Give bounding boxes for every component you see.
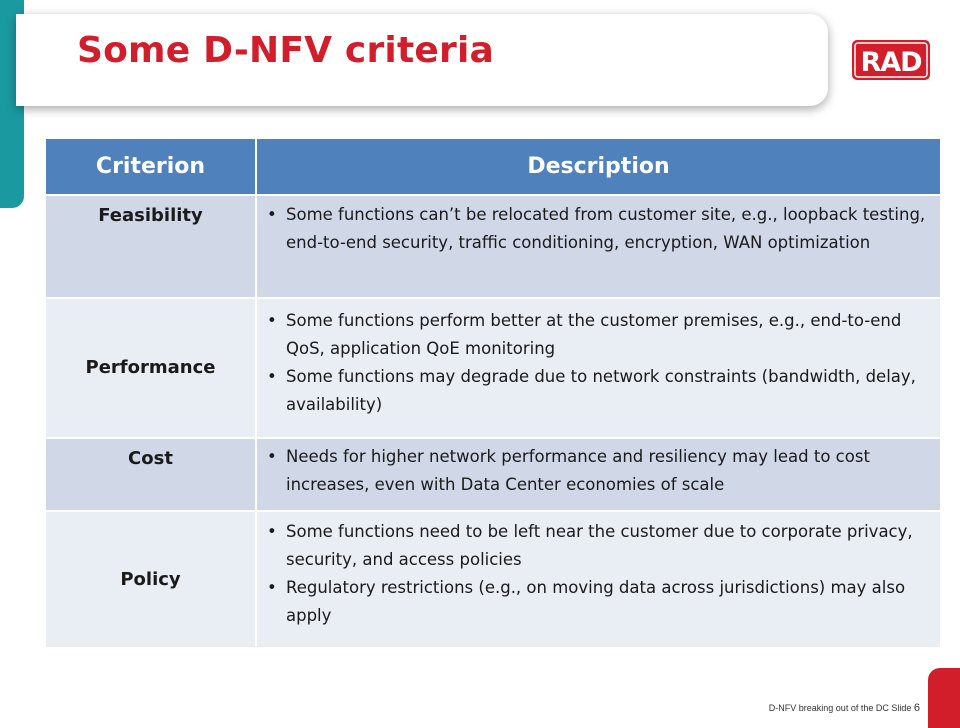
bullet-item: • Regulatory restrictions (e.g., on moving data across jurisdictions) may also apply — [257, 574, 940, 630]
bullet-item: • Some functions can’t be relocated from customer site, e.g., loopback testing, end-to-end security, traffic conditioning, encryption, WAN optimization — [257, 201, 940, 257]
corner-accent — [928, 668, 960, 728]
criterion-cell: Performance — [46, 298, 256, 438]
rad-logo — [852, 40, 930, 80]
table-header-row — [46, 138, 940, 195]
criterion-cell: Cost — [46, 438, 256, 511]
table-row — [46, 195, 940, 298]
slide-number: 6 — [913, 702, 920, 714]
description-cell — [256, 298, 940, 438]
bullet-list — [257, 307, 940, 419]
bullet-list — [257, 201, 940, 257]
description-cell — [256, 438, 940, 511]
criteria-table — [46, 137, 940, 647]
column-header-description: Description — [256, 138, 940, 195]
criterion-cell: Policy — [46, 511, 256, 647]
column-header-criterion: Criterion — [46, 138, 256, 195]
description-cell — [256, 195, 940, 298]
bullet-item: • Some functions may degrade due to network constraints (bandwidth, delay, availability) — [257, 363, 940, 419]
bullet-item: • Some functions need to be left near the customer due to corporate privacy, security, and access policies — [257, 518, 940, 574]
bullet-list — [257, 518, 940, 630]
slide-footer — [769, 702, 920, 714]
bullet-list — [257, 443, 940, 499]
table-row — [46, 511, 940, 647]
footer-text: D-NFV breaking out of the DC Slide — [768, 703, 912, 713]
bullet-item: • Some functions perform better at the customer premises, e.g., end-to-end QoS, application QoE monitoring — [257, 307, 940, 363]
table-row — [46, 438, 940, 511]
table-row — [46, 298, 940, 438]
bullet-item: • Needs for higher network performance and resiliency may lead to cost increases, even with Data Center economies of scale — [257, 443, 940, 499]
slide-title: Some D-NFV criteria — [77, 30, 494, 71]
logo-text: RAD — [860, 47, 922, 78]
description-cell — [256, 511, 940, 647]
criterion-cell: Feasibility — [46, 195, 256, 298]
